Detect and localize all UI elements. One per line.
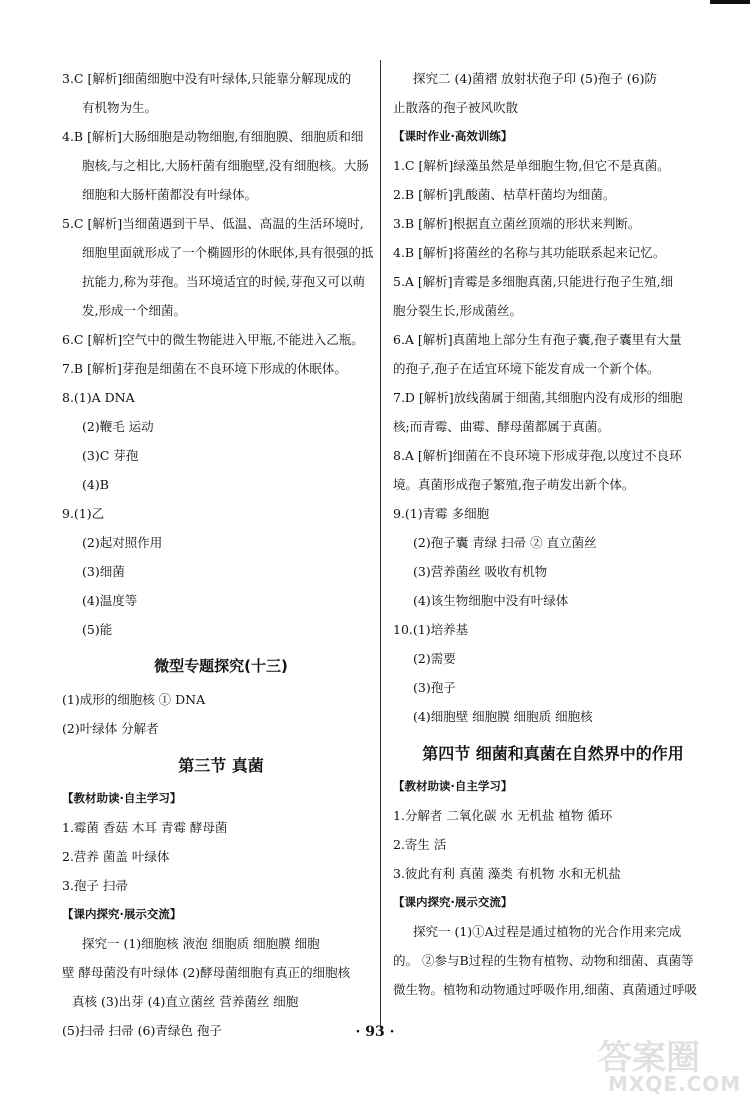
answer-line: (3)细菌 (82, 564, 125, 579)
answer-line: 4.B [解析]将菌丝的名称与其功能联系起来记忆。 (393, 245, 666, 260)
section-title: 第四节 细菌和真菌在自然界中的作用 (422, 744, 684, 763)
page-number: · 93 · (355, 1024, 395, 1040)
answer-line: 探究二 (4)菌褶 放射状孢子印 (5)孢子 (6)防 (413, 71, 658, 86)
answer-line: 微生物。植物和动物通过呼吸作用,细菌、真菌通过呼吸 (393, 982, 697, 997)
answer-line: 3.彼此有利 真菌 藻类 有机物 水和无机盐 (393, 866, 621, 881)
answer-line: (3)孢子 (413, 680, 456, 695)
answer-line: 胞分裂生长,形成菌丝。 (393, 303, 522, 318)
answer-line: 探究一 (1)细胞核 液泡 细胞质 细胞膜 细胞 (82, 936, 320, 951)
answer-line: 发,形成一个细菌。 (82, 303, 186, 318)
left-column (62, 64, 380, 1045)
answer-line: 胞核,与之相比,大肠杆菌有细胞壁,没有细胞核。大肠 (82, 158, 369, 173)
answer-line: 的孢子,孢子在适宜环境下能发育成一个新个体。 (393, 361, 660, 376)
answer-line: 9.(1)青霉 多细胞 (393, 506, 490, 521)
answer-line: 8.(1)A DNA (62, 390, 135, 405)
answer-line: 10.(1)培养基 (393, 622, 469, 637)
section-tag: 【教材助读·自主学习】 (62, 791, 182, 805)
answer-line: 6.C [解析]空气中的微生物能进入甲瓶,不能进入乙瓶。 (62, 332, 364, 347)
watermark-url: MXQE.COM (608, 1072, 742, 1096)
answer-line: (5)扫帚 扫帚 (6)青绿色 孢子 (62, 1023, 222, 1038)
answer-line: 5.A [解析]青霉是多细胞真菌,只能进行孢子生殖,细 (393, 274, 674, 289)
right-column (393, 64, 713, 1004)
section-tag: 【课内探究·展示交流】 (393, 895, 513, 909)
answer-line: 抗能力,称为芽孢。当环境适宜的时候,芽孢又可以萌 (82, 274, 365, 289)
answer-line: (4)B (82, 477, 109, 492)
answer-line: 壁 酵母菌没有叶绿体 (2)酵母菌细胞有真正的细胞核 (62, 965, 351, 980)
answer-line: 2.营养 菌盖 叶绿体 (62, 849, 170, 864)
answer-line: (3)C 芽孢 (82, 448, 139, 463)
answer-line: 9.(1)乙 (62, 506, 105, 521)
section-title: 第三节 真菌 (178, 756, 264, 775)
answer-line: (2)鞭毛 运动 (82, 419, 154, 434)
answer-line: 7.B [解析]芽孢是细菌在不良环境下形成的休眠体。 (62, 361, 347, 376)
answer-line: 的。 ②参与B过程的生物有植物、动物和细菌、真菌等 (393, 953, 694, 968)
section-title: 微型专题探究(十三) (154, 657, 288, 675)
answer-line: 1.分解者 二氧化碳 水 无机盐 植物 循环 (393, 808, 613, 823)
answer-line: 探究一 (1)①A过程是通过植物的光合作用来完成 (413, 924, 682, 939)
answer-line: 3.C [解析]细菌细胞中没有叶绿体,只能靠分解现成的 (62, 71, 352, 86)
answer-line: (5)能 (82, 622, 113, 637)
answer-line: 8.A [解析]细菌在不良环境下形成芽孢,以度过不良环 (393, 448, 682, 463)
answer-line: 真核 (3)出芽 (4)直立菌丝 营养菌丝 细胞 (72, 994, 299, 1009)
answer-line: 3.B [解析]根据直立菌丝顶端的形状来判断。 (393, 216, 641, 231)
section-tag: 【课时作业·高效训练】 (393, 129, 513, 143)
answer-line: 1.C [解析]绿藻虽然是单细胞生物,但它不是真菌。 (393, 158, 670, 173)
watermark-text: 答案圈 (598, 1038, 700, 1078)
answer-line: 6.A [解析]真菌地上部分生有孢子囊,孢子囊里有大量 (393, 332, 682, 347)
answer-line: (3)营养菌丝 吸收有机物 (413, 564, 548, 579)
answer-line: 细胞和大肠杆菌都没有叶绿体。 (82, 187, 258, 202)
answer-line: 2.寄生 活 (393, 837, 447, 852)
answer-line: 有机物为生。 (82, 100, 158, 115)
answer-line: 4.B [解析]大肠细胞是动物细胞,有细胞膜、细胞质和细 (62, 129, 364, 144)
answer-line: 止散落的孢子被风吹散 (393, 100, 519, 115)
answer-line: (2)需要 (413, 651, 456, 666)
answer-line: (1)成形的细胞核 ① DNA (62, 692, 206, 707)
answer-line: (2)孢子囊 青绿 扫帚 ② 直立菌丝 (413, 535, 597, 550)
answer-line: 5.C [解析]当细菌遇到干旱、低温、高温的生活环境时, (62, 216, 364, 231)
answer-line: 细胞里面就形成了一个椭圆形的休眠体,具有很强的抵 (82, 245, 374, 260)
column-divider (380, 60, 381, 1028)
answer-line: (4)该生物细胞中没有叶绿体 (413, 593, 569, 608)
section-tag: 【课内探究·展示交流】 (62, 907, 182, 921)
answer-line: (2)叶绿体 分解者 (62, 721, 159, 736)
section-tag: 【教材助读·自主学习】 (393, 779, 513, 793)
answer-line: (4)细胞壁 细胞膜 细胞质 细胞核 (413, 709, 593, 724)
watermark-logo (590, 1030, 750, 1096)
answer-line: 3.孢子 扫帚 (62, 878, 128, 893)
answer-line: 境。真菌形成孢子繁殖,孢子萌发出新个体。 (393, 477, 635, 492)
answer-line: 2.B [解析]乳酸菌、枯草杆菌均为细菌。 (393, 187, 616, 202)
answer-line: 1.霉菌 香菇 木耳 青霉 酵母菌 (62, 820, 228, 835)
answer-line: 核;而青霉、曲霉、酵母菌都属于真菌。 (393, 419, 610, 434)
page-edge-mark (710, 0, 750, 4)
answer-line: (4)温度等 (82, 593, 138, 608)
answer-line: (2)起对照作用 (82, 535, 163, 550)
answer-line: 7.D [解析]放线菌属于细菌,其细胞内没有成形的细胞 (393, 390, 683, 405)
